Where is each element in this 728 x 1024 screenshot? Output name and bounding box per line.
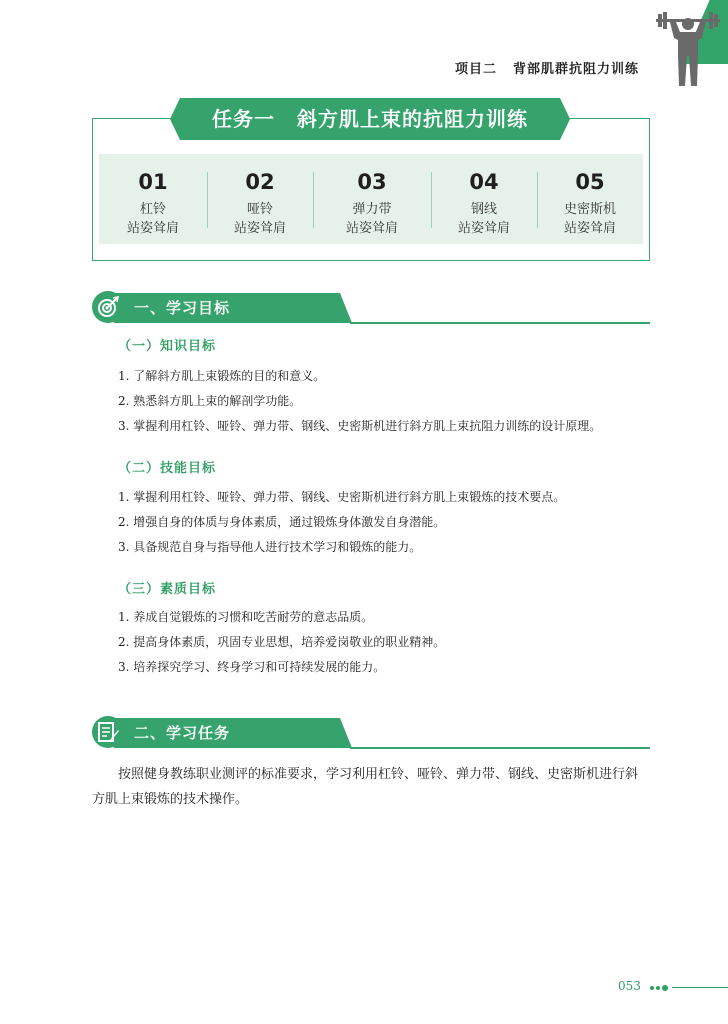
exercise-equipment: 哑铃 bbox=[246, 202, 273, 217]
list-item: 3. 掌握利用杠铃、哑铃、弹力带、钢线、史密斯机进行斜方肌上束抗阻力训练的设计原理。 bbox=[118, 419, 602, 433]
section-heading-objectives bbox=[92, 291, 652, 327]
footer-dot bbox=[650, 986, 654, 990]
exercise-equipment: 弹力带 bbox=[352, 202, 392, 217]
task-title-banner bbox=[170, 98, 570, 140]
exercise-item bbox=[537, 154, 643, 244]
weightlifter-icon bbox=[656, 10, 720, 88]
target-icon bbox=[96, 295, 120, 319]
section-rule bbox=[350, 747, 650, 749]
running-header bbox=[455, 58, 639, 77]
footer-dot bbox=[662, 985, 668, 991]
task-name: 斜方肌上束的抗阻力训练 bbox=[297, 107, 528, 131]
exercise-posture: 站姿耸肩 bbox=[457, 221, 510, 236]
notepad-pencil-icon bbox=[96, 720, 120, 744]
exercise-number: 04 bbox=[469, 170, 499, 194]
exercise-equipment: 钢线 bbox=[470, 202, 497, 217]
list-item: 2. 增强自身的体质与身体素质，通过锻炼身体激发自身潜能。 bbox=[118, 515, 446, 529]
list-item: 2. 提高身体素质，巩固专业思想，培养爱岗敬业的职业精神。 bbox=[118, 635, 446, 649]
list-item: 1. 了解斜方肌上束锻炼的目的和意义。 bbox=[118, 369, 326, 383]
exercise-panel bbox=[99, 154, 643, 244]
footer-rule bbox=[672, 987, 728, 988]
exercise-equipment: 史密斯机 bbox=[563, 202, 616, 217]
chapter-title: 背部肌群抗阻力训练 bbox=[513, 62, 640, 77]
exercise-posture: 站姿耸肩 bbox=[126, 221, 179, 236]
exercise-equipment: 杠铃 bbox=[139, 202, 166, 217]
exercise-posture: 站姿耸肩 bbox=[345, 221, 398, 236]
page-number: 053 bbox=[618, 979, 641, 993]
exercise-item bbox=[99, 154, 207, 244]
exercise-number: 01 bbox=[138, 170, 168, 194]
task-label: 任务一 bbox=[212, 107, 275, 131]
list-item: 1. 养成自觉锻炼的习惯和吃苦耐劳的意志品质。 bbox=[118, 610, 374, 624]
list-item: 1. 掌握利用杠铃、哑铃、弹力带、钢线、史密斯机进行斜方肌上束锻炼的技术要点。 bbox=[118, 490, 566, 504]
exercise-item bbox=[431, 154, 537, 244]
exercise-number: 03 bbox=[357, 170, 387, 194]
list-item: 3. 培养探究学习、终身学习和可持续发展的能力。 bbox=[118, 660, 386, 674]
task-paragraph: 按照健身教练职业测评的标准要求，学习利用杠铃、哑铃、弹力带、钢线、史密斯机进行斜方肌上束锻炼的技术操作。 bbox=[92, 767, 639, 807]
exercise-posture: 站姿耸肩 bbox=[233, 221, 286, 236]
exercise-item bbox=[207, 154, 313, 244]
section-title: 二、学习任务 bbox=[134, 724, 231, 742]
section-rule bbox=[350, 322, 650, 324]
list-item: 3. 具备规范自身与指导他人进行技术学习和锻炼的能力。 bbox=[118, 540, 422, 554]
subheading-qualities: （三）素质目标 bbox=[118, 582, 217, 597]
project-label: 项目二 bbox=[455, 62, 498, 77]
list-item: 2. 熟悉斜方肌上束的解剖学功能。 bbox=[118, 394, 302, 408]
exercise-posture: 站姿耸肩 bbox=[563, 221, 616, 236]
exercise-number: 05 bbox=[575, 170, 605, 194]
subheading-knowledge: （一）知识目标 bbox=[118, 339, 217, 354]
section-title: 一、学习目标 bbox=[134, 299, 231, 317]
section-heading-tasks bbox=[92, 716, 652, 752]
subheading-skills: （二）技能目标 bbox=[118, 461, 217, 476]
exercise-item bbox=[313, 154, 431, 244]
footer-dot bbox=[656, 986, 660, 990]
task-title bbox=[170, 98, 570, 140]
exercise-number: 02 bbox=[245, 170, 275, 194]
